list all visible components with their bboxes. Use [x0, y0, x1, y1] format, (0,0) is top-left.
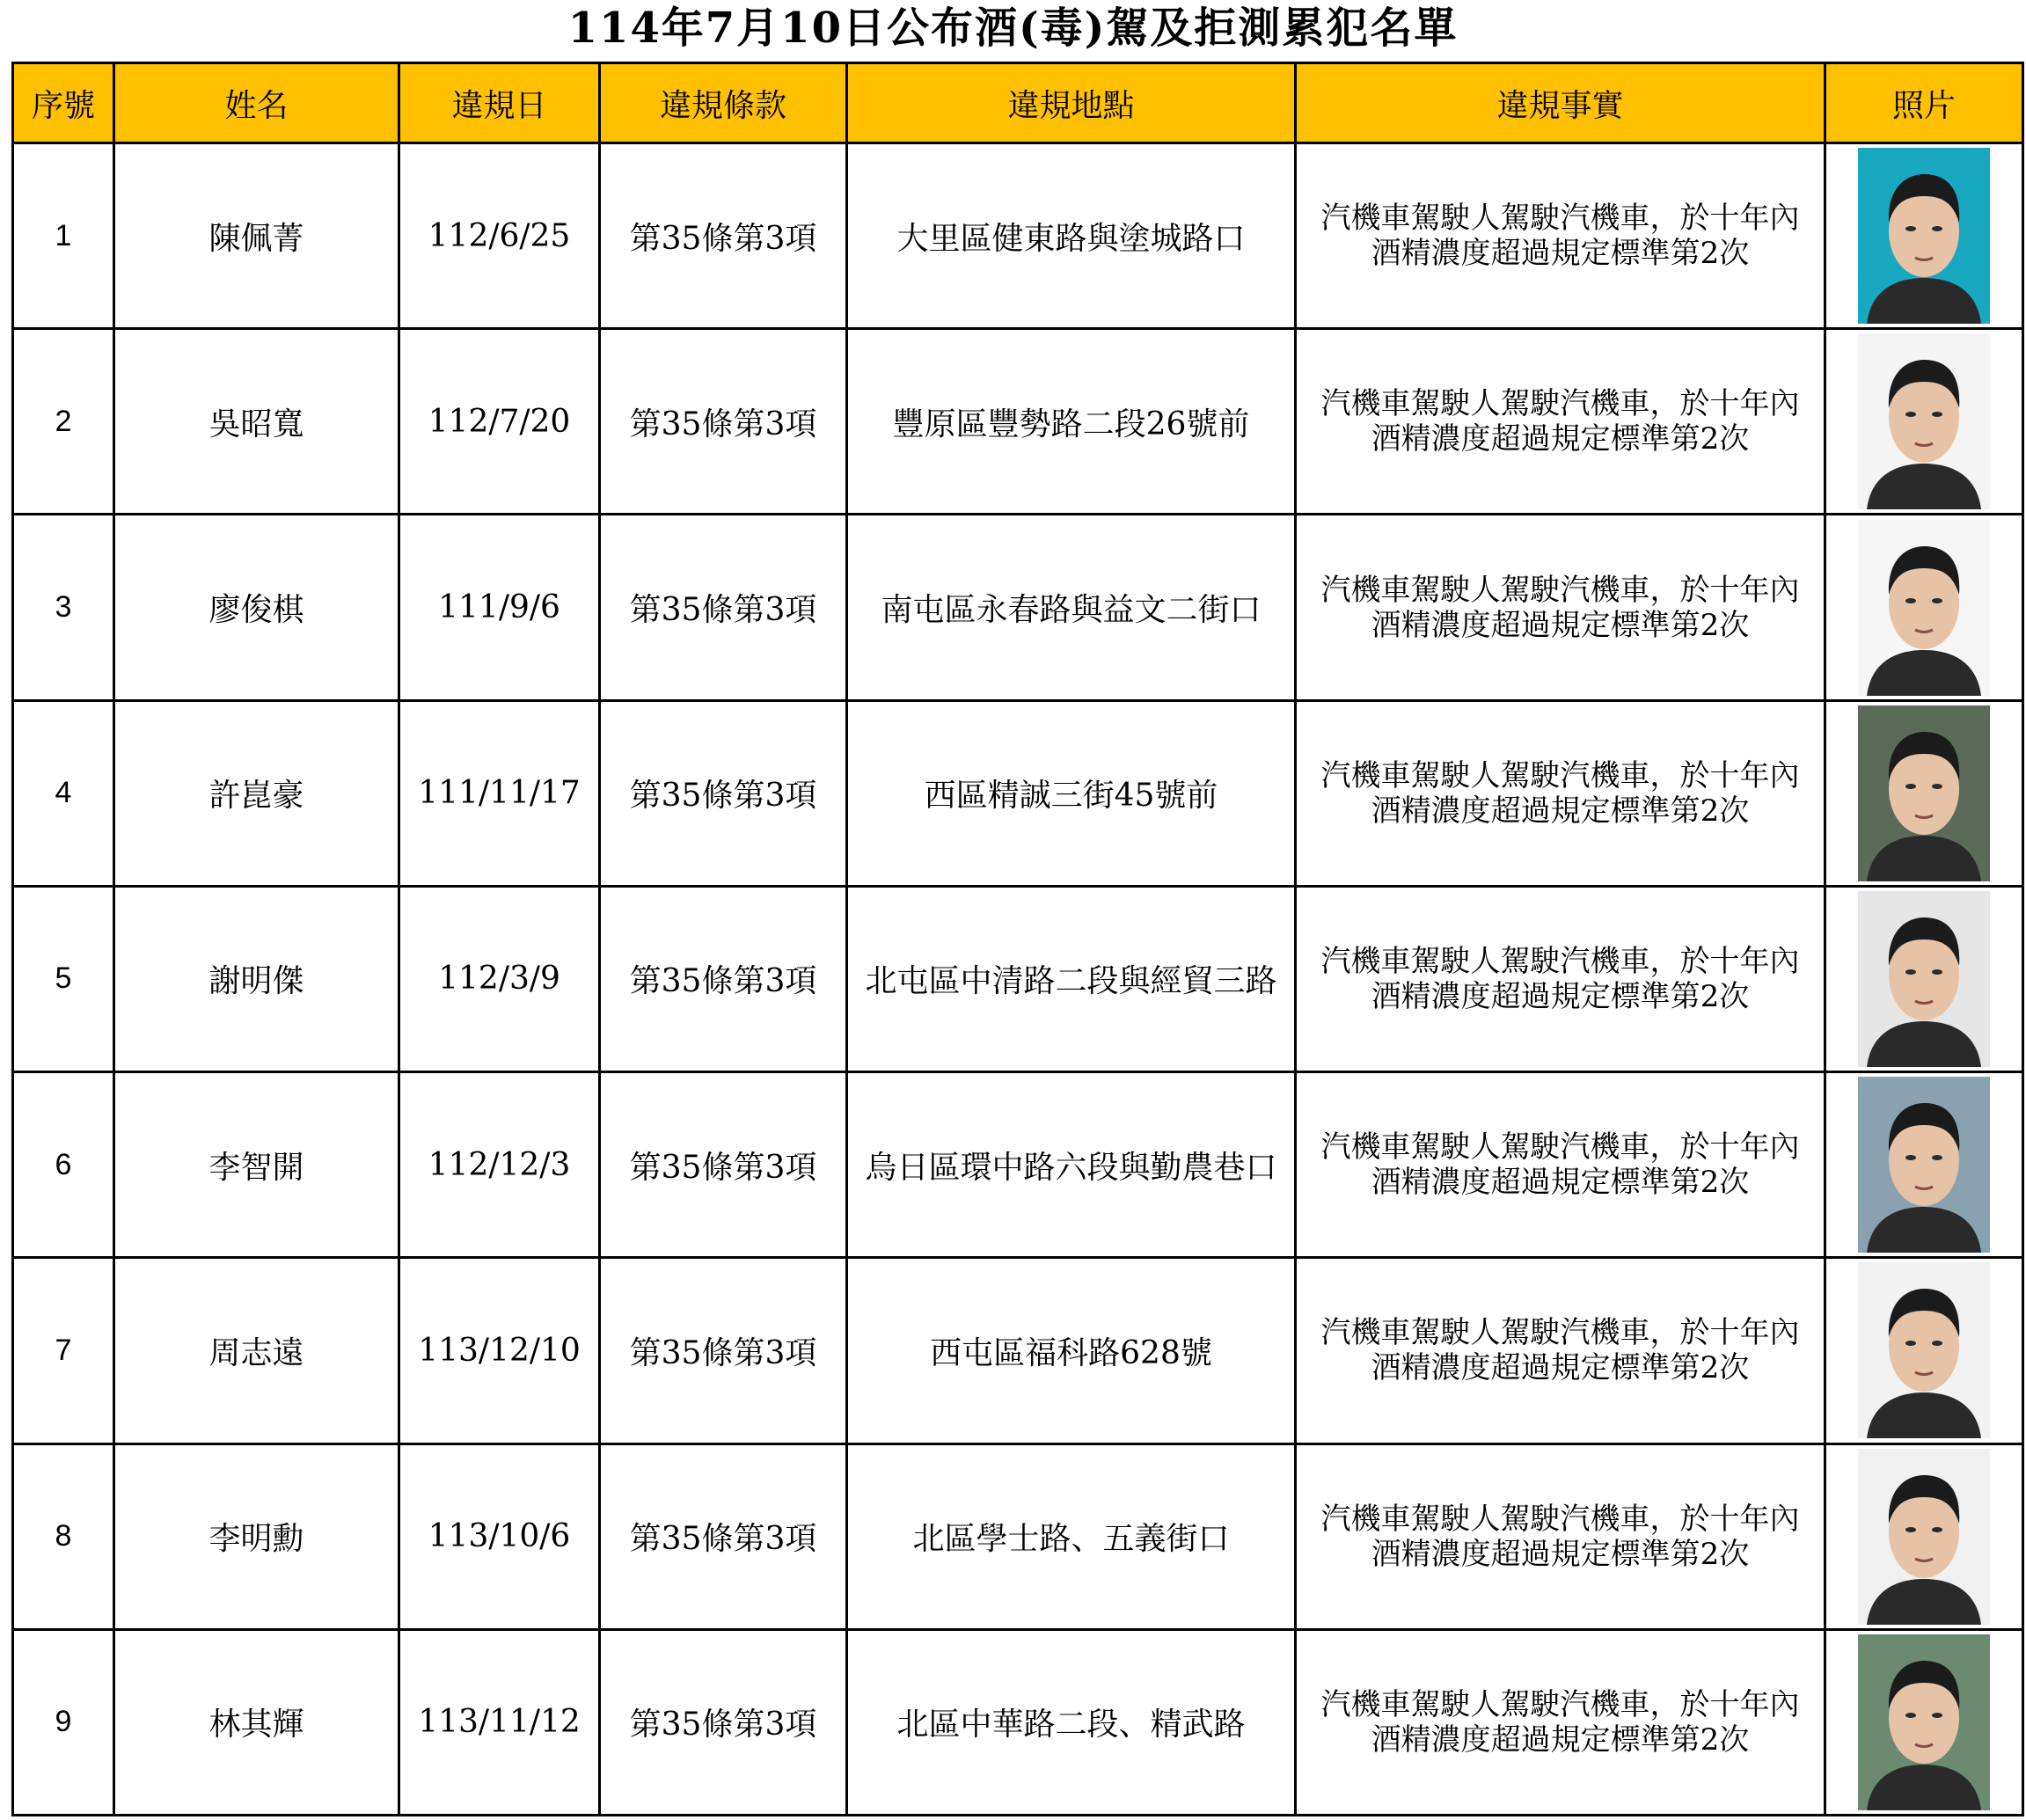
portrait-photo — [1858, 1262, 1990, 1438]
article-cell — [600, 1072, 847, 1258]
date-cell — [399, 700, 600, 886]
fact-cell — [1296, 1444, 1825, 1629]
article-cell — [600, 1629, 847, 1815]
fact-line-2: 酒精濃度超過規定標準第2次 — [1371, 978, 1750, 1014]
portrait-photo — [1858, 1077, 1990, 1253]
name-cell — [114, 1444, 399, 1629]
name-value: 廖俊棋 — [208, 592, 304, 629]
portrait-photo — [1858, 1449, 1990, 1625]
name-value: 李明勳 — [208, 1521, 304, 1558]
fact-line-1: 汽機車駕駛人駕駛汽機車，於十年內 — [1320, 386, 1800, 422]
location-cell — [847, 1258, 1296, 1444]
article-value: 第35條第3項 — [629, 406, 817, 442]
article-value: 第35條第3項 — [629, 778, 817, 815]
table-row — [13, 1072, 2023, 1258]
person-silhouette-icon — [1858, 520, 1990, 696]
portrait-photo — [1858, 148, 1990, 324]
page-title — [0, 0, 2026, 60]
title-text: 114年7月10日公布酒(毒)駕及拒測累犯名單 — [567, 4, 1459, 53]
seq-cell — [13, 143, 114, 329]
name-value: 李智開 — [208, 1149, 304, 1186]
article-cell — [600, 329, 847, 515]
table-row — [13, 700, 2023, 886]
seq-value: 7 — [55, 1333, 72, 1367]
portrait-photo — [1858, 333, 1990, 509]
location-value: 北區學士路、五義街口 — [912, 1521, 1230, 1558]
photo-cell — [1825, 886, 2023, 1071]
person-silhouette-icon — [1858, 1262, 1990, 1438]
fact-cell — [1296, 1629, 1825, 1815]
name-value: 陳佩菁 — [208, 220, 304, 257]
name-cell — [114, 1629, 399, 1815]
person-silhouette-icon — [1858, 1634, 1990, 1810]
header-seq: 序號 — [13, 63, 114, 143]
name-cell — [114, 1072, 399, 1258]
name-value: 周志遠 — [208, 1334, 304, 1371]
date-value: 112/6/25 — [428, 217, 571, 254]
article-cell — [600, 143, 847, 329]
seq-cell — [13, 1444, 114, 1629]
person-silhouette-icon — [1858, 891, 1990, 1067]
portrait-photo — [1858, 705, 1990, 881]
table-row — [13, 1258, 2023, 1444]
person-silhouette-icon — [1858, 1449, 1990, 1625]
date-value: 113/10/6 — [428, 1518, 571, 1555]
person-silhouette-icon — [1858, 148, 1990, 324]
table-row — [13, 1444, 2023, 1629]
location-value: 北屯區中清路二段與經貿三路 — [865, 963, 1277, 1000]
fact-line-1: 汽機車駕駛人駕駛汽機車，於十年內 — [1320, 1686, 1800, 1722]
article-value: 第35條第3項 — [629, 1521, 817, 1558]
seq-cell — [13, 515, 114, 700]
fact-line-2: 酒精濃度超過規定標準第2次 — [1371, 793, 1750, 829]
fact-line-2: 酒精濃度超過規定標準第2次 — [1371, 607, 1750, 643]
name-cell — [114, 700, 399, 886]
table-row — [13, 886, 2023, 1071]
article-value: 第35條第3項 — [629, 1334, 817, 1371]
fact-line-1: 汽機車駕駛人駕駛汽機車，於十年內 — [1320, 1501, 1800, 1537]
header-name: 姓名 — [114, 63, 399, 143]
fact-line-2: 酒精濃度超過規定標準第2次 — [1371, 1350, 1750, 1386]
offender-table — [11, 62, 2024, 1816]
fact-line-1: 汽機車駕駛人駕駛汽機車，於十年內 — [1320, 1315, 1800, 1351]
location-cell — [847, 1444, 1296, 1629]
photo-cell — [1825, 1629, 2023, 1815]
article-value: 第35條第3項 — [629, 220, 817, 257]
location-value: 烏日區環中路六段與勤農巷口 — [865, 1149, 1277, 1186]
article-value: 第35條第3項 — [629, 963, 817, 1000]
table-body — [13, 143, 2023, 1816]
seq-value: 5 — [55, 961, 72, 996]
portrait-photo — [1858, 520, 1990, 696]
name-cell — [114, 886, 399, 1071]
location-cell — [847, 1629, 1296, 1815]
article-cell — [600, 700, 847, 886]
photo-cell — [1825, 1258, 2023, 1444]
date-cell — [399, 1072, 600, 1258]
location-cell — [847, 329, 1296, 515]
seq-value: 1 — [55, 218, 72, 252]
fact-line-1: 汽機車駕駛人駕駛汽機車，於十年內 — [1320, 757, 1800, 793]
article-value: 第35條第3項 — [629, 592, 817, 629]
fact-cell — [1296, 329, 1825, 515]
fact-cell — [1296, 886, 1825, 1071]
header-row — [13, 63, 2023, 143]
article-value: 第35條第3項 — [629, 1149, 817, 1186]
article-cell — [600, 1258, 847, 1444]
fact-line-2: 酒精濃度超過規定標準第2次 — [1371, 1721, 1750, 1758]
photo-cell — [1825, 700, 2023, 886]
header-photo: 照片 — [1825, 63, 2023, 143]
seq-cell — [13, 700, 114, 886]
date-cell — [399, 329, 600, 515]
seq-cell — [13, 1629, 114, 1815]
name-cell — [114, 515, 399, 700]
date-cell — [399, 1258, 600, 1444]
name-cell — [114, 143, 399, 329]
date-value: 112/3/9 — [438, 961, 560, 998]
location-cell — [847, 886, 1296, 1071]
fact-cell — [1296, 515, 1825, 700]
header-date: 違規日 — [399, 63, 600, 143]
name-cell — [114, 329, 399, 515]
date-value: 113/12/10 — [418, 1332, 581, 1369]
header-location: 違規地點 — [847, 63, 1296, 143]
seq-value: 3 — [55, 590, 72, 625]
fact-line-1: 汽機車駕駛人駕駛汽機車，於十年內 — [1320, 201, 1800, 237]
fact-line-2: 酒精濃度超過規定標準第2次 — [1371, 421, 1750, 457]
fact-line-2: 酒精濃度超過規定標準第2次 — [1371, 236, 1750, 272]
table-row — [13, 329, 2023, 515]
seq-value: 8 — [55, 1519, 72, 1553]
seq-cell — [13, 1258, 114, 1444]
date-cell — [399, 515, 600, 700]
table-row — [13, 1629, 2023, 1815]
fact-line-2: 酒精濃度超過規定標準第2次 — [1371, 1165, 1750, 1201]
location-value: 西屯區福科路628號 — [930, 1334, 1212, 1371]
article-value: 第35條第3項 — [629, 1707, 817, 1743]
date-value: 111/11/17 — [418, 775, 581, 812]
date-cell — [399, 1629, 600, 1815]
name-value: 許崑豪 — [208, 778, 304, 815]
article-cell — [600, 515, 847, 700]
location-cell — [847, 1072, 1296, 1258]
photo-cell — [1825, 329, 2023, 515]
seq-cell — [13, 329, 114, 515]
photo-cell — [1825, 1072, 2023, 1258]
table-row — [13, 143, 2023, 329]
person-silhouette-icon — [1858, 333, 1990, 509]
date-value: 112/12/3 — [428, 1146, 571, 1183]
date-cell — [399, 143, 600, 329]
fact-cell — [1296, 1258, 1825, 1444]
location-value: 大里區健東路與塗城路口 — [896, 220, 1246, 257]
table-row — [13, 515, 2023, 700]
header-article: 違規條款 — [600, 63, 847, 143]
location-value: 南屯區永春路與益文二街口 — [881, 592, 1262, 629]
article-cell — [600, 886, 847, 1071]
fact-line-1: 汽機車駕駛人駕駛汽機車，於十年內 — [1320, 1129, 1800, 1166]
location-cell — [847, 515, 1296, 700]
name-value: 林其輝 — [208, 1707, 304, 1743]
name-value: 吳昭寬 — [208, 406, 304, 442]
seq-value: 6 — [55, 1147, 72, 1181]
date-value: 113/11/12 — [418, 1704, 581, 1741]
date-cell — [399, 1444, 600, 1629]
seq-value: 4 — [55, 776, 72, 810]
photo-cell — [1825, 515, 2023, 700]
date-cell — [399, 886, 600, 1071]
seq-cell — [13, 1072, 114, 1258]
seq-cell — [13, 886, 114, 1071]
name-cell — [114, 1258, 399, 1444]
fact-cell — [1296, 700, 1825, 886]
photo-cell — [1825, 1444, 2023, 1629]
name-value: 謝明傑 — [208, 963, 304, 1000]
article-cell — [600, 1444, 847, 1629]
person-silhouette-icon — [1858, 705, 1990, 881]
portrait-photo — [1858, 1634, 1990, 1810]
seq-value: 2 — [55, 404, 72, 438]
fact-cell — [1296, 1072, 1825, 1258]
person-silhouette-icon — [1858, 1077, 1990, 1253]
date-value: 112/7/20 — [428, 403, 571, 440]
fact-line-2: 酒精濃度超過規定標準第2次 — [1371, 1536, 1750, 1572]
location-value: 西區精誠三街45號前 — [924, 778, 1218, 815]
date-value: 111/9/6 — [438, 589, 560, 626]
location-cell — [847, 143, 1296, 329]
location-value: 豐原區豐勢路二段26號前 — [892, 406, 1250, 442]
header-fact: 違規事實 — [1296, 63, 1825, 143]
fact-cell — [1296, 143, 1825, 329]
location-cell — [847, 700, 1296, 886]
location-value: 北區中華路二段、精武路 — [896, 1707, 1246, 1743]
portrait-photo — [1858, 891, 1990, 1067]
seq-value: 9 — [55, 1705, 72, 1739]
fact-line-1: 汽機車駕駛人駕駛汽機車，於十年內 — [1320, 943, 1800, 979]
photo-cell — [1825, 143, 2023, 329]
fact-line-1: 汽機車駕駛人駕駛汽機車，於十年內 — [1320, 572, 1800, 608]
